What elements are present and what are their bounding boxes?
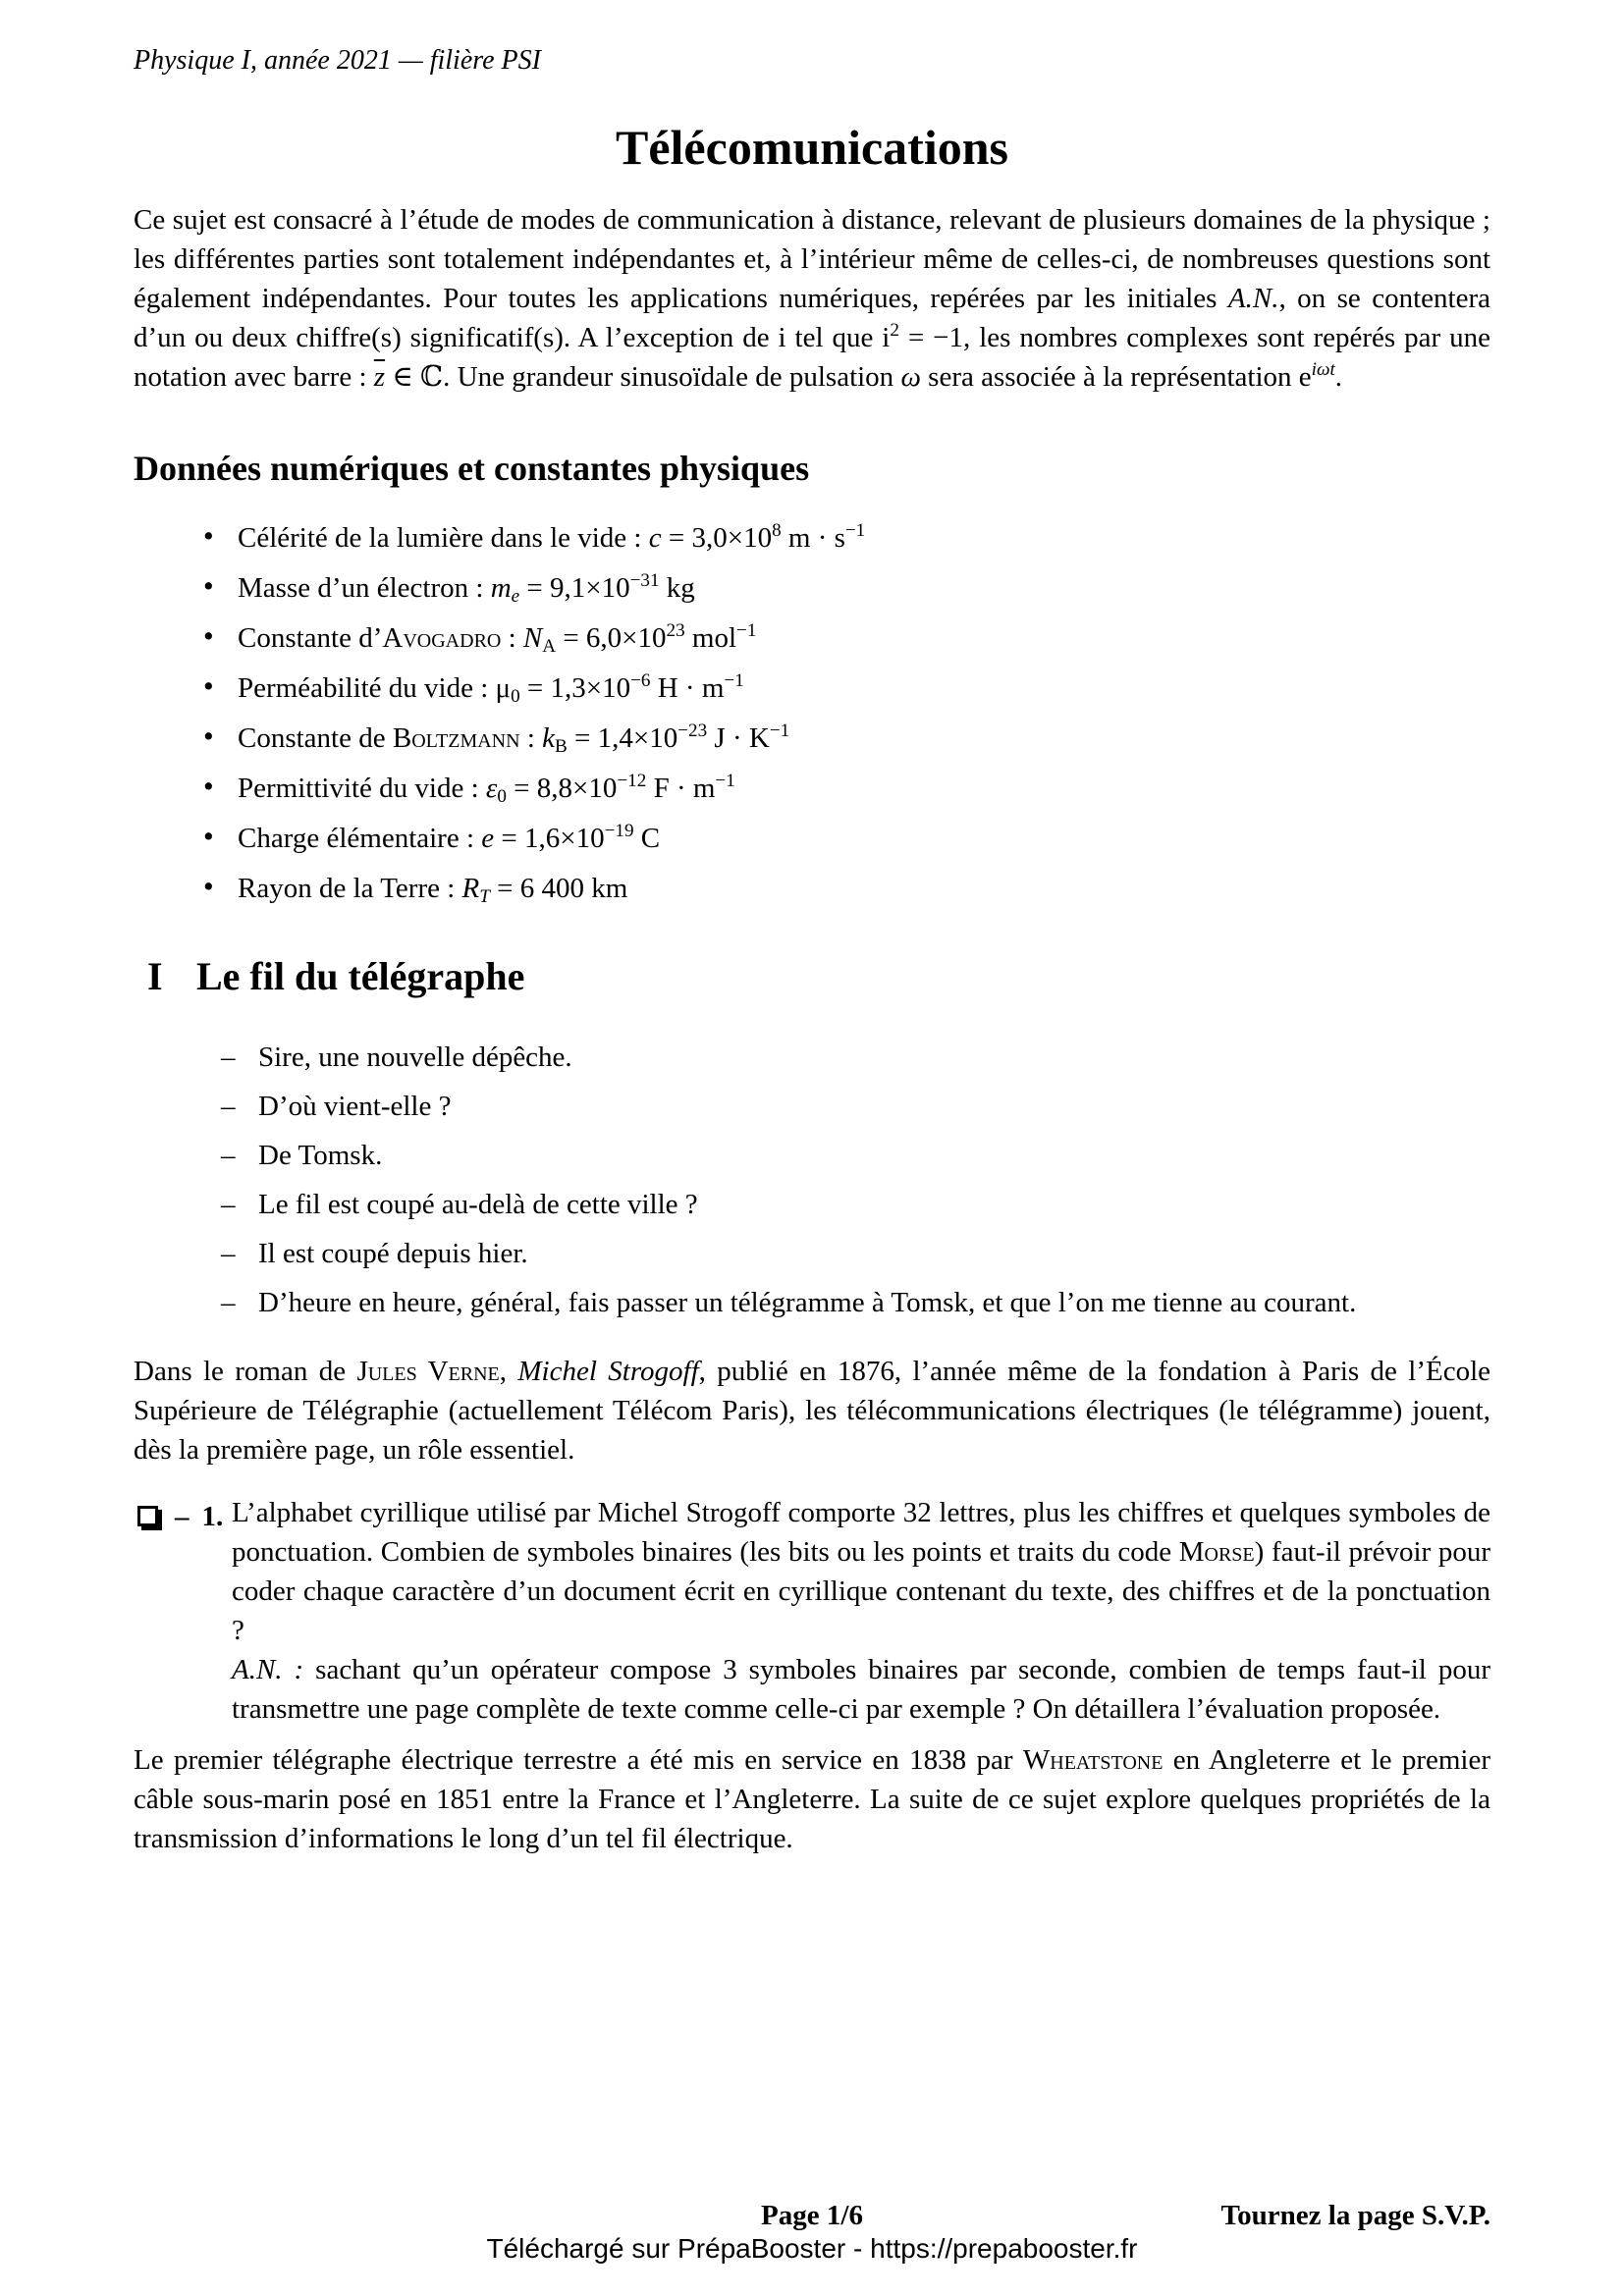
- constant-text: Perméabilité du vide : $\mu 0 = 1,3\times 10^{-6}$ $H \cdot m^{-1}$: [238, 670, 744, 708]
- download-watermark: Téléchargé sur PrépaBooster - https://prepabooster.fr: [486, 2233, 1138, 2264]
- dialogue-dash: –: [221, 1091, 236, 1122]
- constant-text: Constante d’Avogadro : NA = $6,0\times 10^{23}$ mol$^{-1}$: [238, 620, 757, 658]
- question-an-text: A.N. : sachant qu’un opérateur compose 3 symboles binaires par seconde, combien de temps faut-il pour transmettre une page complète de texte comme celle-ci par exemple ? On détaillera l’évaluation proposée.: [232, 1654, 1490, 1725]
- turn-page-note: Tournez la page S.V.P.: [1220, 2200, 1490, 2231]
- bullet-icon: •: [203, 569, 214, 603]
- closing-paragraph: Le premier télégraphe électrique terrestre a été mis en service en 1838 par Wheatstone en Angleterre et le premier câble sous-marin posé en 1851 entre la France et l’Angleterre. La suite de ce sujet explore quelques propriétés de la transmission d’informations le long d’un tel fil électrique.: [134, 1744, 1490, 1854]
- part-heading: [147, 953, 1490, 1000]
- constant-text: Masse d’un électron : me = $9,1\times 10^{-31}$ kg: [238, 570, 695, 608]
- dialogue-dash: –: [221, 1140, 236, 1171]
- list-item-avogadro: [201, 618, 1490, 658]
- dialogue-text: D’heure en heure, général, fais passer un télégramme à Tomsk, et que l’on me tienne au courant.: [258, 1287, 1357, 1318]
- dialogue-line: [221, 1185, 1490, 1224]
- dialogue-dash: –: [221, 1189, 236, 1220]
- dialogue-dash: –: [221, 1041, 236, 1073]
- dialogue-block: [221, 1038, 1490, 1322]
- footer-row: [134, 2199, 1490, 2232]
- bullet-icon: •: [203, 870, 214, 903]
- checkbox-icon: [137, 1506, 158, 1526]
- dialogue-text: Sire, une nouvelle dépêche.: [258, 1041, 572, 1073]
- constant-text: Permittivité du vide : $\varepsilon 0 = 8,8\times 10^{-12}$ $F \cdot m^{-1}$: [238, 771, 735, 808]
- dialogue-text: De Tomsk.: [258, 1140, 383, 1171]
- dialogue-line: [221, 1087, 1490, 1126]
- running-header: Physique I, année 2021 — filière PSI: [134, 45, 541, 76]
- dialogue-line: [221, 1038, 1490, 1077]
- question-marker: [137, 1497, 223, 1536]
- dialogue-text: Le fil est coupé au-delà de cette ville ?: [258, 1189, 698, 1220]
- dialogue-dash: –: [221, 1238, 236, 1269]
- question-dash: –: [175, 1501, 189, 1532]
- bullet-icon: •: [203, 820, 214, 853]
- list-item-boltzmann: [201, 719, 1490, 758]
- list-item-charge: [201, 819, 1490, 858]
- dialogue-line: [221, 1136, 1490, 1175]
- bullet-icon: •: [203, 770, 214, 803]
- constant-text: Constante de Boltzmann : kB = $1,4\times 10^{-23}$ $J \cdot K^{-1}$: [238, 721, 790, 758]
- part-title: Le fil du télégraphe: [196, 954, 525, 998]
- list-item-permeabilite: [201, 668, 1490, 708]
- verne-paragraph: Dans le roman de Jules Verne, Michel Strogoff, publié en 1876, l’année même de la fondation à Paris de l’École Supérieure de Télégraphie (actuellement Télécom Paris), les télécommunications électriques (le télégramme) jouent, dès la première page, un rôle essentiel.: [134, 1356, 1490, 1466]
- question-number: 1.: [201, 1501, 224, 1532]
- dialogue-line: [221, 1234, 1490, 1273]
- list-item-celerite: [201, 518, 1490, 558]
- list-item-permittivite: [201, 769, 1490, 808]
- question-1: [134, 1493, 1490, 1729]
- bullet-icon: •: [203, 519, 214, 553]
- constant-text: Charge élémentaire : $e = 1,6\times 10^{-19}$ C: [238, 821, 661, 854]
- section-heading-donnees: Données numériques et constantes physiques: [134, 449, 810, 488]
- constant-text: Célérité de la lumière dans le vide : $c = 3,0\times 10^8$ $m \cdot s^{-1}$: [238, 520, 866, 554]
- intro-paragraph: Ce sujet est consacré à l’étude de modes de communication à distance, relevant de plusieurs domaines de la physique ; les différentes parties sont totalement indépendantes et, à l’intérieur même de celles-ci, de nombreuses questions sont également indépendantes. Pour toutes les applications numériques, repérées par les initiales A.N., on se contentera d’un ou deux chiffre(s) significatif(s). A l’exception de i tel que $i^2 = -1$, les nombres complexes sont repérés par une notation avec barre : $\overline{z}$ ∈ ℂ. Une grandeur sinusoïdale de pulsation ω sera associée à la représentation $e^{i\omega t}$.: [134, 204, 1490, 393]
- dialogue-line: [221, 1283, 1490, 1322]
- constant-text: Rayon de la Terre : RT = 6 400 km: [238, 873, 628, 908]
- dialogue-text: D’où vient-elle ?: [258, 1091, 452, 1122]
- constants-list: [201, 518, 1490, 908]
- page-footer: [134, 2199, 1490, 2265]
- bullet-icon: •: [203, 720, 214, 753]
- part-number: I: [147, 954, 163, 998]
- page-number: Page 1/6: [761, 2200, 863, 2231]
- question-text: L’alphabet cyrillique utilisé par Michel Strogoff comporte 32 lettres, plus les chiffres et quelques symboles de ponctuation. Combien de symboles binaires (les bits ou les points et traits du code Morse) faut-il prévoir pour coder chaque caractère d’un document écrit en cyrillique contenant du texte, des chiffres et de la ponctuation ?: [232, 1497, 1490, 1646]
- question-body: [232, 1493, 1490, 1729]
- list-item-rayon-terre: [201, 869, 1490, 908]
- document-title: Télécomunications: [616, 120, 1008, 175]
- bullet-icon: •: [203, 619, 214, 653]
- dialogue-text: Il est coupé depuis hier.: [258, 1238, 528, 1269]
- dialogue-dash: –: [221, 1287, 236, 1318]
- list-item-masse-electron: [201, 568, 1490, 608]
- bullet-icon: •: [203, 669, 214, 703]
